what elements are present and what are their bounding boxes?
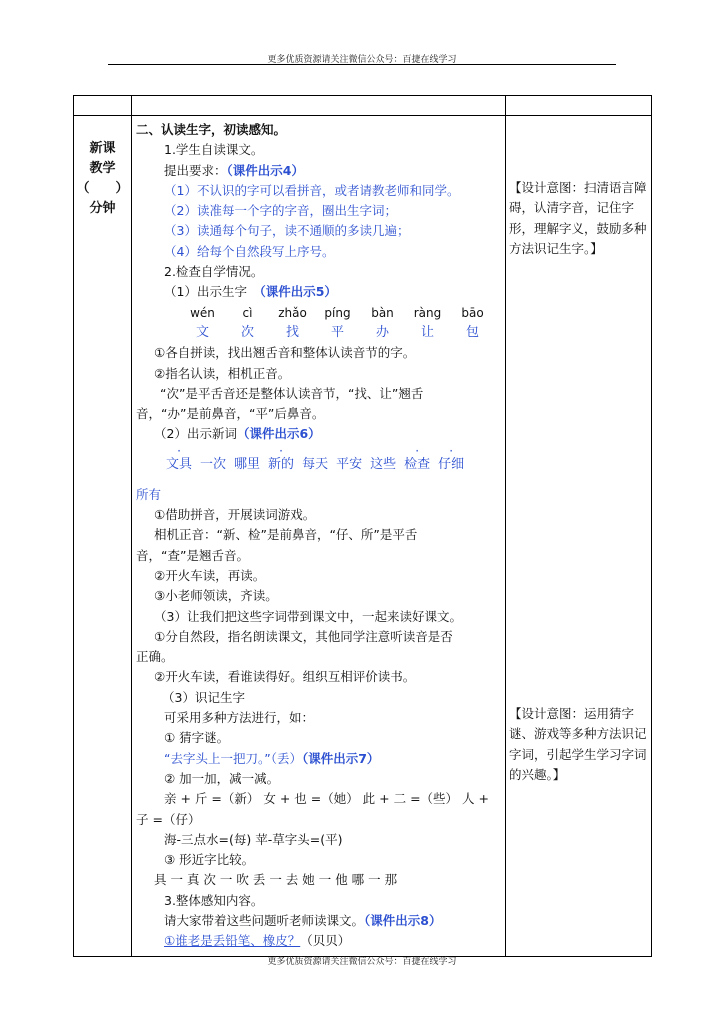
hanzi: 平 [330, 324, 344, 340]
text-line: ①分自然段，指名朗读课文，其他同学注意听读音是否 [154, 628, 453, 644]
pinyin: píng [324, 305, 351, 320]
hanzi-row [136, 323, 501, 343]
phase-line-4: 分钟 [89, 201, 116, 216]
table-row [74, 116, 652, 957]
pinyin: wén [190, 305, 215, 320]
text-line: ②开火车读，看谁读得好。组织互相评价读书。 [154, 669, 416, 685]
text-line: ②开火车读，再读。 [154, 567, 266, 583]
text-line: 音，“办”是前鼻音，“平”后鼻音。 [136, 406, 325, 422]
text-line: ②指名认读，相机正音。 [154, 365, 291, 381]
hanzi: 让 [420, 324, 434, 340]
text-line: 正确。 [136, 649, 174, 665]
hanzi: 次 [240, 324, 254, 340]
pinyin: zhǎo [278, 305, 307, 320]
word: · 文具 [166, 451, 192, 479]
word: 哪里 [234, 456, 261, 472]
pinyin: ràng [413, 305, 442, 320]
text-line: ①借助拼音，开展读词游戏。 [154, 507, 316, 523]
word: 每天 [302, 456, 329, 472]
text-line: 2.检查自学情况。 [164, 264, 264, 280]
text-line: “次”是平舌音还是整体认读音节，“找、让”翘舌 [160, 385, 424, 401]
hanzi: 包 [465, 324, 479, 340]
word: · 仔细 [438, 451, 464, 479]
text-line: 请大家带着这些问题听老师读课文。（课件出示8） [164, 912, 442, 928]
text-line: ① 猜字谜。 [164, 730, 230, 746]
text-line: 音，“查”是翘舌音。 [136, 547, 249, 563]
pinyin: bàn [371, 305, 394, 320]
phase-line-3: （ ） [76, 181, 129, 196]
text-line: （3）识记生字 [162, 689, 245, 705]
section-title: 二、认读生字，初读感知。 [136, 122, 287, 137]
phase-cell [74, 116, 132, 957]
text-line: ①谁老是丢铅笔、橡皮？（贝贝） [164, 933, 351, 949]
page-footer: 更多优质资源请关注微信公众号：百捷在线学习 [267, 957, 457, 967]
word: 一次 [200, 456, 227, 472]
text-line: 子 =（仔） [136, 811, 201, 827]
text-line: 具 一 真 次 一 吹 丢 一 去 她 一 他 哪 一 那 [154, 872, 398, 888]
design-note-2: 【设计意图：运用猜字谜、游戏等多种方法识记字词，引起学生学习字词的兴趣。】 [509, 706, 647, 782]
text-line: ③小老师领读，齐读。 [154, 588, 278, 604]
pinyin-row [136, 303, 501, 323]
text-line: ①各自拼读，找出翘舌音和整体认读音节的字。 [154, 345, 416, 361]
header-rule [108, 64, 616, 65]
text-line: ③ 形近字比较。 [164, 852, 255, 868]
requirement-3: （3）读通每个句子，读不通顺的多读几遍； [164, 223, 410, 239]
note-cell [506, 116, 652, 957]
requirement-1: （1）不认识的字可以看拼音，或者请教老师和同学。 [164, 182, 460, 198]
text-line: ② 加一加，减一减。 [164, 770, 280, 786]
word-row [136, 451, 501, 479]
content-cell [132, 116, 506, 957]
header-cell-1 [74, 96, 132, 116]
text-line: 3.整体感知内容。 [164, 892, 264, 908]
text-line: 亲 + 斤 =（新） 女 + 也 =（她） 此 + 二 =（些） 人 + [164, 791, 489, 807]
word: · 新的 [268, 451, 294, 479]
design-note-1: 【设计意图：扫清语言障碍，认清字音，记住字形，理解字义，鼓励多种方法识记生字。】 [509, 180, 647, 256]
text-line: （3）让我们把这些字词带到课文中，一起来读好课文。 [154, 608, 462, 624]
requirement-2: （2）读准每一个字的字音，圈出生字词； [164, 203, 397, 219]
text-line: （1）出示生字 （课件出示5） [164, 284, 337, 300]
text-line: 相机正音：“新、检”是前鼻音，“仔、所”是平舌 [154, 527, 418, 543]
header-cell-2 [132, 96, 506, 116]
word: 平安 [336, 456, 363, 472]
phase-line-2: 教学 [89, 161, 116, 176]
text-line: 1.学生自读课文。 [164, 142, 264, 158]
phase-line-1: 新课 [89, 141, 116, 156]
word: 这些 [370, 456, 397, 472]
word: · 检查 [404, 451, 430, 479]
page-header: 更多优质资源请关注微信公众号：百捷在线学习 [267, 55, 457, 65]
hanzi: 文 [195, 324, 209, 340]
lesson-table [73, 95, 652, 957]
hanzi: 办 [375, 324, 389, 340]
pinyin: cì [242, 305, 253, 320]
word-last: 所有 [136, 486, 162, 502]
pinyin: bāo [461, 305, 484, 320]
text-line: 可采用多种方法进行，如： [164, 710, 315, 726]
hanzi: 找 [285, 324, 299, 340]
text-line: 海-三点水=(每) 苹-草字头=(平) [164, 831, 343, 847]
header-cell-3 [506, 96, 652, 116]
requirement-4: （4）给每个自然段写上序号。 [164, 243, 335, 259]
text-line: 提出要求：（课件出示4） [164, 162, 304, 178]
text-line: （2）出示新词（课件出示6） [154, 426, 321, 442]
table-header-row [74, 96, 652, 116]
text-line: “去字头上一把刀。”（丢）（课件出示7） [164, 750, 380, 766]
